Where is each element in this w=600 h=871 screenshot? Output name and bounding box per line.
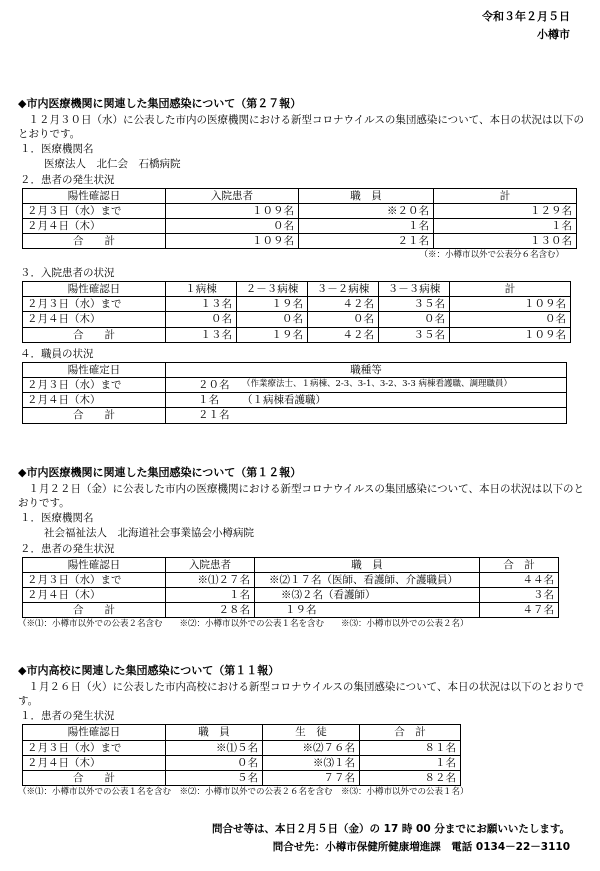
contact-deadline: 問合せ等は、本日２月５日（金）の 17 時 00 分までにお願いいたします。 (211, 823, 570, 835)
table-cell: ２月４日（木） (23, 588, 166, 603)
section-title: ◆市内高校に関連した集団感染について（第１１報） (18, 664, 280, 677)
staff-table (22, 362, 567, 424)
item-heading: ３．入院患者の状況 (20, 266, 115, 279)
table-cell: １９名 (237, 327, 308, 342)
header-cell: 計 (450, 282, 571, 297)
section-title: ◆市内医療機関に関連した集団感染について（第１２報） (18, 466, 302, 479)
table-cell: １名 (434, 219, 577, 234)
table-cell: １３名 (166, 327, 237, 342)
table-cell: １０９名 (166, 234, 299, 249)
document-date: 令和３年２月５日 (482, 10, 570, 23)
header-cell: 合 計 (480, 557, 559, 572)
table-cell: ２月３日（水）まで (23, 740, 166, 755)
table-cell: ※⑴５名 (166, 740, 263, 755)
table-cell: ０名 (379, 312, 450, 327)
item-heading: １．医療機関名 (20, 512, 94, 525)
table-row (23, 572, 559, 587)
header-cell: 陽性確認日 (23, 282, 166, 297)
header-cell: 陽性確認日 (23, 557, 166, 572)
table-cell: １０９名 (450, 327, 571, 342)
table-row (23, 378, 567, 393)
patients-table (22, 724, 461, 786)
table-cell: ５名 (166, 770, 263, 785)
table-cell: ※２０名 (299, 203, 434, 218)
item-heading: ２．患者の発生状況 (20, 173, 115, 186)
header-cell: 職種等 (166, 362, 567, 377)
table-cell: ３５名 (379, 297, 450, 312)
table-row (23, 312, 571, 327)
table-cell: ８１名 (360, 740, 461, 755)
section-otaru-hospital (18, 466, 584, 631)
table-cell: ２月４日（木） (23, 312, 166, 327)
table-total-row (23, 327, 571, 342)
table-cell: 合 計 (23, 408, 166, 423)
table-cell: ２８名 (166, 603, 255, 618)
table-row (23, 203, 577, 218)
table-cell: ８２名 (360, 770, 461, 785)
header-cell: 生 徒 (263, 725, 360, 740)
facility-name: 医療法人 北仁会 石橋病院 (44, 158, 181, 171)
patients-table (22, 188, 577, 250)
section-intro: １２月３０日（水）に公表した市内の医療機関における新型コロナウイルスの集団感染について、本日の状況は以下のとおりです。 (18, 113, 584, 141)
patients-table (22, 557, 559, 619)
table-header-row (23, 282, 571, 297)
table-cell: ２月４日（木） (23, 219, 166, 234)
table-cell: ３５名 (379, 327, 450, 342)
table-header-row (23, 188, 577, 203)
header-cell: 計 (434, 188, 577, 203)
table-cell: ２月４日（木） (23, 393, 166, 408)
table-footnote: （※⑴：小樽市以外での公表２名含む ※⑵：小樽市以外での公表１名を含む ※⑶：小樽市以外での公表２名） (18, 619, 469, 630)
section-intro: １月２６日（火）に公表した市内高校における新型コロナウイルスの集団感染について、本日の状況は以下のとおりです。 (18, 680, 584, 708)
header-cell: 入院患者 (166, 557, 255, 572)
table-cell: ２月３日（水）まで (23, 297, 166, 312)
item-heading: １．医療機関名 (20, 143, 94, 156)
table-cell: ３名 (480, 588, 559, 603)
table-header-row (23, 557, 559, 572)
table-cell: ０名 (450, 312, 571, 327)
table-cell: 合 計 (23, 327, 166, 342)
table-cell: ※⑴２７名 (166, 572, 255, 587)
table-cell: ２１名 (166, 408, 239, 423)
table-row (23, 588, 559, 603)
table-cell: １名 (360, 755, 461, 770)
table-total-row (23, 770, 461, 785)
table-row (23, 740, 461, 755)
table-cell: ０名 (308, 312, 379, 327)
table-cell: １名 (166, 393, 239, 408)
table-cell: ※⑵１７名（医師、看護師、介護職員） (255, 572, 480, 587)
header-cell: 合 計 (360, 725, 461, 740)
table-cell: ２月３日（水）まで (23, 378, 166, 393)
table-cell: 合 計 (23, 234, 166, 249)
item-heading: １．患者の発生状況 (20, 710, 115, 723)
section-high-school (18, 664, 584, 799)
header-cell: 入院患者 (166, 188, 299, 203)
table-footnote: （※⑴：小樽市以外での公表１名を含む ※⑵：小樽市以外での公表２６名を含む ※⑶：小樽市以外での公表１名） (18, 787, 469, 798)
table-row (23, 755, 461, 770)
table-total-row (23, 234, 577, 249)
table-cell: １９名 (237, 297, 308, 312)
table-cell: ４２名 (308, 327, 379, 342)
table-total-row (23, 603, 559, 618)
header-cell: １病棟 (166, 282, 237, 297)
table-cell: １３０名 (434, 234, 577, 249)
table-header-row (23, 362, 567, 377)
table-cell: 合 計 (23, 603, 166, 618)
table-footnote: （※：小樽市以外で公表分６名含む） (419, 250, 564, 261)
table-cell: ４２名 (308, 297, 379, 312)
table-row (23, 297, 571, 312)
table-row (23, 219, 577, 234)
table-cell: ※⑶１名 (263, 755, 360, 770)
header-cell: 職 員 (299, 188, 434, 203)
table-cell: １０９名 (166, 203, 299, 218)
header-cell: 陽性確認日 (23, 725, 166, 740)
table-cell (238, 408, 567, 423)
table-cell: （作業療法士、１病棟、2-3、3-1、3-2、3-3 病棟看護職、調理職員） (238, 378, 567, 393)
header-cell: 陽性確認日 (23, 188, 166, 203)
table-row (23, 393, 567, 408)
table-cell: １名 (166, 588, 255, 603)
table-cell: １３名 (166, 297, 237, 312)
table-cell: ２１名 (299, 234, 434, 249)
table-cell: ７７名 (263, 770, 360, 785)
item-heading: ４．職員の状況 (20, 347, 94, 360)
inpatients-table (22, 281, 571, 343)
table-cell: １０９名 (450, 297, 571, 312)
contact-info: 問合せ先：小樽市保健所健康増進課 電話 0134－22－3110 (272, 841, 570, 853)
table-cell: （１病棟看護職） (238, 393, 567, 408)
facility-name: 社会福祉法人 北海道社会事業協会小樽病院 (44, 527, 254, 540)
header-cell: ３－２病棟 (308, 282, 379, 297)
header-cell: 陽性確定日 (23, 362, 166, 377)
table-total-row (23, 408, 567, 423)
table-cell: 合 計 (23, 770, 166, 785)
section-ishibashi-hospital (18, 97, 584, 424)
header-cell: ３－３病棟 (379, 282, 450, 297)
table-cell: １９名 (255, 603, 480, 618)
table-cell: ２月４日（木） (23, 755, 166, 770)
table-cell: ※⑵７６名 (263, 740, 360, 755)
table-cell: ２月３日（水）まで (23, 572, 166, 587)
header-cell: ２－３病棟 (237, 282, 308, 297)
table-cell: ０名 (166, 312, 237, 327)
table-cell: ０名 (166, 219, 299, 234)
table-cell: １２９名 (434, 203, 577, 218)
issuer-city: 小樽市 (537, 28, 570, 41)
table-cell: ４７名 (480, 603, 559, 618)
table-cell: １名 (299, 219, 434, 234)
table-cell: ※⑶２名（看護師） (255, 588, 480, 603)
section-intro: １月２２日（金）に公表した市内の医療機関における新型コロナウイルスの集団感染について、本日の状況は以下のとおりです。 (18, 482, 584, 510)
section-title: ◆市内医療機関に関連した集団感染について（第２７報） (18, 97, 302, 110)
table-cell: ０名 (237, 312, 308, 327)
table-header-row (23, 725, 461, 740)
item-heading: ２．患者の発生状況 (20, 542, 115, 555)
table-cell: ２月３日（水）まで (23, 203, 166, 218)
table-cell: ２０名 (166, 378, 239, 393)
table-cell: ０名 (166, 755, 263, 770)
header-cell: 職 員 (255, 557, 480, 572)
header-cell: 職 員 (166, 725, 263, 740)
table-cell: ４４名 (480, 572, 559, 587)
